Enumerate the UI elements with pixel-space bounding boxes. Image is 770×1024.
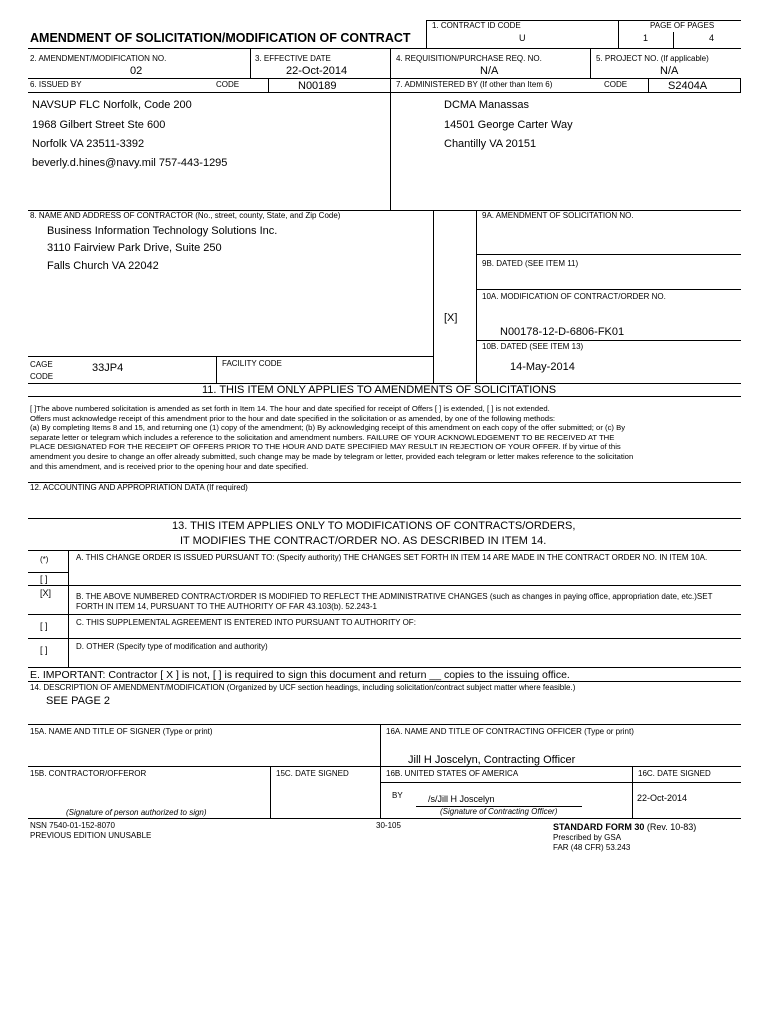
rule (590, 48, 591, 78)
prescribed-by: Prescribed by GSA (553, 833, 622, 842)
item-10a-check: [X] (444, 312, 458, 324)
item-11-line: (a) By completing Items 8 and 15, and returning one (1) copy of the amendment; (b) By acknowledging receipt of this amendment on each copy of the offer submitted; or (c) By (30, 423, 626, 433)
issued-by-label: 6. ISSUED BY (30, 80, 82, 89)
rule (28, 638, 741, 639)
item-14-label: 14. DESCRIPTION OF AMENDMENT/MODIFICATION (Organized by UCF section headings, including solicitation/contract subject matter where feasible.) (30, 683, 576, 692)
row-b-checkbox: [X] (40, 588, 52, 598)
rule (270, 766, 271, 818)
rule (618, 20, 619, 48)
project-no-label (596, 55, 709, 63)
rule (433, 210, 434, 383)
contract-id-value: U (519, 33, 526, 43)
item-16c-value: 22-Oct-2014 (637, 793, 688, 803)
item-15a-label: 15A. NAME AND TITLE OF SIGNER (Type or print) (30, 727, 213, 736)
rule (268, 78, 269, 92)
row-d-checkbox: [ ] (40, 645, 48, 655)
rule (216, 356, 217, 383)
rule (28, 356, 433, 357)
item-11-line: separate letter or telegram which includes a reference to the solicitation and amendment numbers. FAILURE OF YOUR ACKNOWLEDGEMENT TO BE RECEIVED AT THE (30, 432, 615, 442)
item-9b-label: 9B. DATED (SEE ITEM 11) (482, 259, 579, 268)
contractor-name: Business Information Technology Solutions Inc. (47, 225, 278, 237)
item-10a-label: 10A. MODIFICATION OF CONTRACT/ORDER NO. (482, 292, 666, 301)
rule (476, 210, 477, 383)
admin-city: Chantilly VA 20151 (444, 138, 537, 150)
rule (476, 254, 741, 255)
effective-date-label: 3. EFFECTIVE DATE (255, 54, 331, 63)
issuer-code-value: N00189 (298, 80, 337, 92)
issuer-street: 1968 Gilbert Street Ste 600 (32, 119, 166, 131)
standard-form-label (553, 823, 696, 832)
item-11-line: amendment you desire to change an offer already submitted, such change may be made by telegram or letter, provided each telegram or letter makes reference to the solicitation (30, 451, 634, 461)
page-number: 1 (643, 33, 649, 43)
item-15c-label: 15C. DATE SIGNED (276, 769, 349, 778)
issuer-code-label: CODE (216, 80, 240, 89)
standard-form-name: STANDARD FORM 30 (553, 822, 645, 832)
contractor-label: 8. NAME AND ADDRESS OF CONTRACTOR (No., street, county, State, and Zip Code) (30, 211, 341, 220)
rule (648, 78, 649, 92)
item-13-title: 13. THIS ITEM APPLIES ONLY TO MODIFICATIONS OF CONTRACTS/ORDERS, (172, 520, 576, 532)
item-16c-label: 16C. DATE SIGNED (638, 769, 711, 778)
administered-by-label: 7. ADMINISTERED BY (If other than Item 6) (396, 80, 553, 89)
rule (390, 48, 391, 78)
item-16a-label: 16A. NAME AND TITLE OF CONTRACTING OFFICER (Type or print) (386, 727, 634, 736)
item-11-line: PLACE DESIGNATED FOR THE RECEIPT OF OFFERS PRIOR TO THE HOUR AND DATE SPECIFIED MAY RESULT IN REJECTION OF YOUR OFFER. If by virtue of this (30, 442, 621, 452)
issuer-contact: beverly.d.hines@navy.mil 757-443-1295 (32, 157, 228, 169)
cage-label-code: CODE (30, 372, 54, 381)
rule (28, 518, 741, 519)
item-9a-label: 9A. AMENDMENT OF SOLICITATION NO. (482, 211, 634, 220)
row-a-checkbox: [ ] (40, 574, 48, 584)
far-reference: FAR (48 CFR) 53.243 (553, 843, 631, 852)
rule (28, 572, 68, 573)
item-11-line: and this amendment, and is received prior to the opening hour and date specified. (30, 461, 309, 471)
contractor-city: Falls Church VA 22042 (47, 260, 159, 272)
rule (28, 92, 741, 93)
form-code: 30-105 (376, 821, 401, 830)
officer-signature: /s/Jill H Joscelyn (428, 794, 495, 804)
standard-form-revision: (Rev. 10-83) (646, 822, 697, 832)
rule (632, 766, 633, 818)
row-c-checkbox: [ ] (40, 621, 48, 631)
project-no-label-text: 5. PROJECT NO. (If applicable) (596, 54, 709, 63)
item-10b-value: 14-May-2014 (510, 361, 575, 373)
contractor-street: 3110 Fairview Park Drive, Suite 250 (47, 242, 222, 254)
amendment-no-label: 2. AMENDMENT/MODIFICATION NO. (30, 54, 167, 63)
amendment-no-value: 02 (130, 65, 143, 77)
by-label: BY (392, 791, 403, 800)
issuer-name: NAVSUP FLC Norfolk, Code 200 (32, 99, 192, 111)
signature-person-caption: (Signature of person authorized to sign) (66, 808, 207, 817)
admin-code-value: S2404A (668, 80, 708, 92)
important-notice: E. IMPORTANT: Contractor [ X ] is not, [ ] is required to sign this document and return __ copies to the issuing office. (30, 669, 570, 681)
item-13-row-c: C. THIS SUPPLEMENTAL AGREEMENT IS ENTERED INTO PURSUANT TO AUTHORITY OF: (76, 618, 416, 627)
item-10a-value: N00178-12-D-6806-FK01 (500, 326, 625, 338)
form-title: AMENDMENT OF SOLICITATION/MODIFICATION OF CONTRACT (30, 31, 411, 45)
contract-id-label: 1. CONTRACT ID CODE (432, 21, 521, 30)
rule (28, 818, 741, 819)
requisition-value: N/A (480, 65, 499, 77)
requisition-label: 4. REQUISITION/PURCHASE REQ. NO. (396, 54, 542, 63)
item-11-text (30, 404, 740, 471)
item-15b-label: 15B. CONTRACTOR/OFFEROR (30, 769, 147, 778)
item-13-row-b: B. THE ABOVE NUMBERED CONTRACT/ORDER IS MODIFIED TO REFLECT THE ADMINISTRATIVE CHANGES (such as changes in paying office, appropriation date, etc.)SET FORTH IN ITEM 14, PURSUANT TO THE AUTHORITY OF FAR 43.103(b). 52.243-1 (76, 592, 713, 611)
rule (648, 78, 740, 79)
page-of-pages-label: PAGE OF PAGES (650, 21, 715, 30)
rule (28, 585, 741, 586)
item-11-line: [ ]The above numbered solicitation is amended as set forth in Item 14. The hour and date specified for receipt of Offers [ ] is extended, [ ] is not extended. (30, 404, 550, 413)
rule (390, 78, 391, 210)
item-13-row-a: A. THIS CHANGE ORDER IS ISSUED PURSUANT TO: (Specify authority) THE CHANGES SET FORTH IN ITEM 14 ARE MADE IN THE CONTRACT ORDER NO. IN ITEM 10A. (76, 553, 708, 562)
signature-officer-caption: (Signature of Contracting Officer) (440, 807, 558, 816)
accounting-label: 12. ACCOUNTING AND APPROPRIATION DATA (If required) (30, 483, 248, 492)
nsn-number: NSN 7540-01-152-8070 (30, 821, 115, 830)
item-16b-label: 16B. UNITED STATES OF AMERICA (386, 769, 519, 778)
total-pages: 4 (709, 33, 715, 43)
rule (28, 681, 741, 682)
rule (380, 782, 741, 783)
rule (740, 78, 741, 92)
rule (68, 550, 69, 667)
rule (28, 724, 741, 725)
rule (28, 667, 741, 668)
rule (426, 20, 427, 48)
admin-code-label: CODE (604, 80, 628, 89)
rule (268, 78, 390, 79)
rule (380, 724, 381, 818)
item-11-title: 11. THIS ITEM ONLY APPLIES TO AMENDMENTS OF SOLICITATIONS (202, 384, 557, 396)
item-14-value: SEE PAGE 2 (46, 695, 110, 707)
issuer-city: Norfolk VA 23511-3392 (32, 138, 145, 150)
rule (28, 766, 741, 767)
rule (476, 340, 741, 341)
rule (28, 550, 741, 551)
contracting-officer-name: Jill H Joscelyn, Contracting Officer (408, 754, 576, 766)
admin-street: 14501 George Carter Way (444, 119, 573, 131)
rule (673, 32, 674, 48)
effective-date-value: 22-Oct-2014 (286, 65, 348, 77)
item-13-row-d: D. OTHER (Specify type of modification and authority) (76, 642, 268, 651)
admin-name: DCMA Manassas (444, 99, 529, 111)
item-11-line: Offers must acknowledge receipt of this amendment prior to the hour and date specified in the solicitation or as amended, by one of the following methods: (30, 413, 556, 423)
rule (476, 289, 741, 290)
rule (250, 48, 251, 78)
previous-edition-note: PREVIOUS EDITION UNUSABLE (30, 831, 152, 840)
rule (28, 48, 741, 49)
facility-code-label: FACILITY CODE (222, 359, 282, 368)
cage-label: CAGE (30, 360, 53, 369)
project-no-value: N/A (660, 65, 679, 77)
rule (28, 614, 741, 615)
item-13-col-head: (*) (40, 555, 49, 564)
cage-value: 33JP4 (92, 362, 124, 374)
rule (28, 396, 741, 397)
item-13-subtitle: IT MODIFIES THE CONTRACT/ORDER NO. AS DESCRIBED IN ITEM 14. (180, 535, 547, 547)
item-10b-label: 10B. DATED (SEE ITEM 13) (482, 342, 584, 351)
